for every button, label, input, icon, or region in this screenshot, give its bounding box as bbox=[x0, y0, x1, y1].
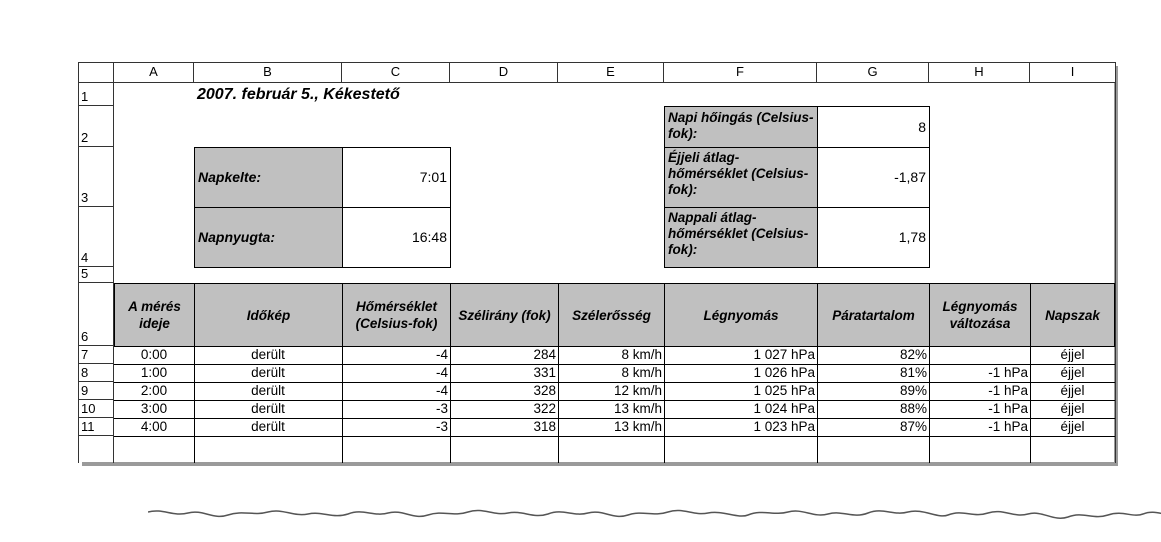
column-header-h[interactable]: H bbox=[929, 63, 1030, 83]
spreadsheet bbox=[78, 62, 1114, 462]
partial-row-cell bbox=[817, 436, 930, 463]
cell-weather[interactable]: derült bbox=[194, 418, 343, 437]
header-time[interactable]: A mérés ideje bbox=[114, 283, 195, 347]
column-header-b[interactable]: B bbox=[194, 63, 342, 83]
row-header-5[interactable]: 5 bbox=[79, 267, 114, 283]
row-header-4[interactable]: 4 bbox=[79, 207, 114, 267]
column-header-i[interactable]: I bbox=[1030, 63, 1115, 83]
cell-temperature[interactable]: -4 bbox=[342, 364, 451, 383]
header-weather[interactable]: Időkép bbox=[194, 283, 343, 347]
partial-row-cell bbox=[450, 436, 559, 463]
daily-range-label[interactable]: Napi hőingás (Celsius-fok): bbox=[664, 106, 818, 148]
sunset-label[interactable]: Napnyugta: bbox=[194, 207, 343, 268]
cell-daypart[interactable]: éjjel bbox=[1030, 364, 1115, 383]
row-header-3[interactable]: 3 bbox=[79, 147, 114, 207]
cell-weather[interactable]: derült bbox=[194, 346, 343, 365]
column-header-c[interactable]: C bbox=[342, 63, 450, 83]
cell-weather[interactable]: derült bbox=[194, 364, 343, 383]
row-header-7[interactable]: 7 bbox=[79, 346, 114, 364]
cell-humidity[interactable]: 88% bbox=[817, 400, 930, 419]
header-humidity[interactable]: Páratartalom bbox=[817, 283, 930, 347]
cell-wind-speed[interactable]: 8 km/h bbox=[558, 346, 665, 365]
partial-row-cell bbox=[342, 436, 451, 463]
sunrise-label[interactable]: Napkelte: bbox=[194, 147, 343, 208]
cell-temperature[interactable]: -3 bbox=[342, 400, 451, 419]
cell-wind-speed[interactable]: 8 km/h bbox=[558, 364, 665, 383]
cell-wind-speed[interactable]: 13 km/h bbox=[558, 400, 665, 419]
partial-row-cell bbox=[929, 436, 1031, 463]
cell-humidity[interactable]: 81% bbox=[817, 364, 930, 383]
header-pressure-change[interactable]: Légnyomás változása bbox=[929, 283, 1031, 347]
cell-pressure-change[interactable] bbox=[929, 346, 1031, 365]
cell-time[interactable]: 0:00 bbox=[114, 346, 195, 365]
cell-time[interactable]: 2:00 bbox=[114, 382, 195, 401]
cell-pressure-change[interactable]: -1 hPa bbox=[929, 400, 1031, 419]
cell-wind-direction[interactable]: 318 bbox=[450, 418, 559, 437]
cell-wind-direction[interactable]: 328 bbox=[450, 382, 559, 401]
header-daypart[interactable]: Napszak bbox=[1030, 283, 1115, 347]
cell-temperature[interactable]: -3 bbox=[342, 418, 451, 437]
torn-edge bbox=[148, 502, 1161, 542]
partial-row-cell bbox=[194, 436, 343, 463]
row-header-11[interactable]: 11 bbox=[79, 418, 114, 436]
cell-time[interactable]: 4:00 bbox=[114, 418, 195, 437]
cell-pressure[interactable]: 1 026 hPa bbox=[664, 364, 818, 383]
cell-temperature[interactable]: -4 bbox=[342, 346, 451, 365]
daily-range-value[interactable]: 8 bbox=[818, 106, 930, 148]
day-avg-label[interactable]: Nappali átlag-hőmérséklet (Celsius-fok): bbox=[664, 207, 818, 268]
sheet-title[interactable]: 2007. február 5., Kékestető bbox=[197, 86, 400, 103]
partial-row-cell bbox=[1030, 436, 1115, 463]
cell-temperature[interactable]: -4 bbox=[342, 382, 451, 401]
select-all-corner[interactable] bbox=[79, 63, 114, 83]
cell-pressure[interactable]: 1 024 hPa bbox=[664, 400, 818, 419]
row-header-12 bbox=[79, 436, 114, 463]
cell-pressure-change[interactable]: -1 hPa bbox=[929, 418, 1031, 437]
cell-pressure[interactable]: 1 023 hPa bbox=[664, 418, 818, 437]
cell-wind-speed[interactable]: 13 km/h bbox=[558, 418, 665, 437]
column-header-g[interactable]: G bbox=[817, 63, 929, 83]
column-header-a[interactable]: A bbox=[114, 63, 194, 83]
row-header-6[interactable]: 6 bbox=[79, 283, 114, 346]
cell-weather[interactable]: derült bbox=[194, 400, 343, 419]
cell-daypart[interactable]: éjjel bbox=[1030, 382, 1115, 401]
cell-wind-direction[interactable]: 322 bbox=[450, 400, 559, 419]
row-header-1[interactable]: 1 bbox=[79, 83, 114, 106]
header-wind-speed[interactable]: Szélerősség bbox=[558, 283, 665, 347]
cell-pressure-change[interactable]: -1 hPa bbox=[929, 382, 1031, 401]
cell-humidity[interactable]: 82% bbox=[817, 346, 930, 365]
cell-pressure[interactable]: 1 025 hPa bbox=[664, 382, 818, 401]
cell-humidity[interactable]: 89% bbox=[817, 382, 930, 401]
partial-row-cell bbox=[114, 436, 195, 463]
cell-wind-direction[interactable]: 284 bbox=[450, 346, 559, 365]
column-header-f[interactable]: F bbox=[664, 63, 817, 83]
night-avg-value[interactable]: -1,87 bbox=[818, 147, 930, 208]
spreadsheet-grid bbox=[78, 62, 1116, 463]
day-avg-value[interactable]: 1,78 bbox=[818, 207, 930, 268]
cell-daypart[interactable]: éjjel bbox=[1030, 346, 1115, 365]
row-header-2[interactable]: 2 bbox=[79, 106, 114, 147]
cell-daypart[interactable]: éjjel bbox=[1030, 400, 1115, 419]
cell-time[interactable]: 1:00 bbox=[114, 364, 195, 383]
cell-weather[interactable]: derült bbox=[194, 382, 343, 401]
row-header-10[interactable]: 10 bbox=[79, 400, 114, 418]
cell-wind-speed[interactable]: 12 km/h bbox=[558, 382, 665, 401]
cell-wind-direction[interactable]: 331 bbox=[450, 364, 559, 383]
night-avg-label[interactable]: Éjjeli átlag-hőmérséklet (Celsius-fok): bbox=[664, 147, 818, 208]
row-header-8[interactable]: 8 bbox=[79, 364, 114, 382]
cell-daypart[interactable]: éjjel bbox=[1030, 418, 1115, 437]
sunset-value[interactable]: 16:48 bbox=[343, 207, 451, 268]
header-wind-direction[interactable]: Szélirány (fok) bbox=[450, 283, 559, 347]
partial-row-cell bbox=[558, 436, 665, 463]
column-header-d[interactable]: D bbox=[450, 63, 558, 83]
header-temperature[interactable]: Hőmérséklet (Celsius-fok) bbox=[342, 283, 451, 347]
cell-pressure-change[interactable]: -1 hPa bbox=[929, 364, 1031, 383]
cell-pressure[interactable]: 1 027 hPa bbox=[664, 346, 818, 365]
cell-time[interactable]: 3:00 bbox=[114, 400, 195, 419]
partial-row-cell bbox=[664, 436, 818, 463]
sunrise-value[interactable]: 7:01 bbox=[343, 147, 451, 208]
row-header-9[interactable]: 9 bbox=[79, 382, 114, 400]
header-pressure[interactable]: Légnyomás bbox=[664, 283, 818, 347]
column-header-e[interactable]: E bbox=[558, 63, 664, 83]
cell-humidity[interactable]: 87% bbox=[817, 418, 930, 437]
